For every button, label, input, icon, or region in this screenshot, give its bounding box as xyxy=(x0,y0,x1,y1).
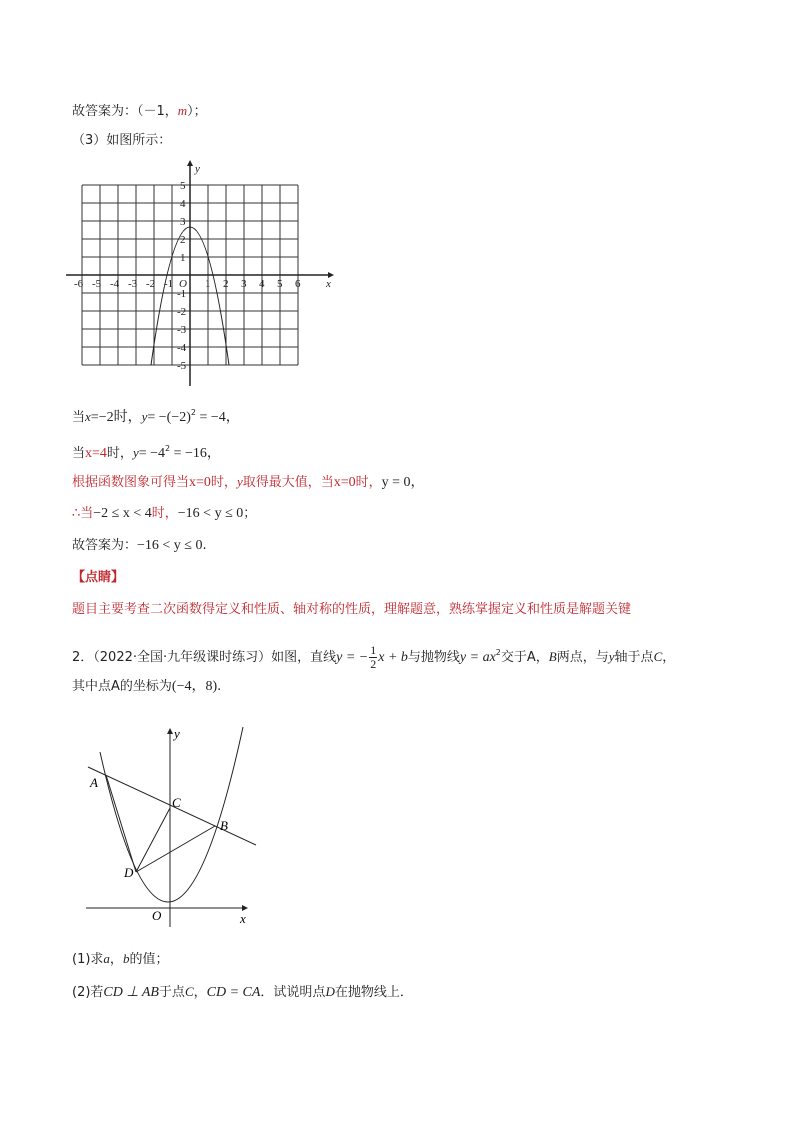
calc1-y: y xyxy=(141,409,148,424)
calc4-c: 时， xyxy=(151,506,178,521)
q2-c: 与抛物线 xyxy=(407,650,460,665)
calc3-d: 时， xyxy=(355,475,382,490)
q2-b: x + b xyxy=(378,650,408,665)
q2-j: C xyxy=(653,649,663,664)
q2-exp: 2 xyxy=(495,648,501,657)
answer-text: 故答案为：（－1， xyxy=(72,104,178,119)
y-tick-label: 5 xyxy=(180,180,186,192)
answer-m: m xyxy=(177,103,188,118)
label-D: D xyxy=(124,865,134,880)
calc4-b: −2 ≤ x < 4 xyxy=(93,506,152,521)
x-axis-label: x xyxy=(326,278,331,290)
x-tick-label: -2 xyxy=(146,278,156,290)
calc4-d: −16 < y ≤ 0 xyxy=(177,506,244,521)
q2-h: y xyxy=(608,649,615,664)
calc-line-3 xyxy=(72,473,425,492)
calc2-pre: 当 xyxy=(72,446,86,461)
parabola-graph-1 xyxy=(66,160,346,390)
sub1-d: b xyxy=(122,951,130,966)
calc1-rhs: = −(−2) xyxy=(147,410,191,425)
calc3-c: 取得最大值，当 xyxy=(242,475,334,490)
x-tick-label: 4 xyxy=(259,278,265,290)
y-axis-label: y xyxy=(195,163,200,175)
label-B: B xyxy=(220,818,228,833)
answer-line-2 xyxy=(72,537,207,555)
y-tick-label: -3 xyxy=(177,324,187,336)
dianjing-title-text: 【点睛】 xyxy=(72,570,125,585)
y-tick-label: -1 xyxy=(177,288,187,300)
label-O: O xyxy=(152,908,162,923)
calc3-x1: x=0 xyxy=(189,475,211,490)
part3-heading xyxy=(72,132,171,150)
label-A: A xyxy=(90,775,98,790)
calc4-e: ； xyxy=(243,506,257,521)
x-tick-label: -3 xyxy=(128,278,138,290)
sub2-i: 在抛物线上． xyxy=(334,985,413,1000)
q2-i: 轴于点 xyxy=(614,650,654,665)
dianjing-title xyxy=(72,569,124,587)
geometry-figure-2 xyxy=(80,722,270,934)
sub2-f: CD = CA xyxy=(206,985,261,1000)
calc3-a: 根据函数图象可得当 xyxy=(72,475,190,490)
calc3-x2: x=0 xyxy=(333,475,356,490)
answer2-b: −16 < y ≤ 0 xyxy=(137,538,203,553)
q2-f: B xyxy=(548,649,557,664)
q2-g: 两点，与 xyxy=(556,650,609,665)
sub-question-1 xyxy=(72,950,168,969)
calc3-b: 时， xyxy=(210,475,237,490)
y-tick-label: 1 xyxy=(180,252,186,264)
y-axis-arrow xyxy=(187,160,193,166)
sub1-c: ， xyxy=(109,952,123,967)
origin-label: O xyxy=(179,278,187,290)
q2-d: y = ax xyxy=(459,650,496,665)
sub2-a: (2)若 xyxy=(72,985,104,1000)
calc4-a: ∴当 xyxy=(72,506,94,521)
sub2-h: D xyxy=(325,984,335,999)
y-tick-label: 2 xyxy=(180,234,186,246)
calc-line-1 xyxy=(72,404,240,427)
y-tick-label: 3 xyxy=(180,216,186,228)
calc-line-4 xyxy=(72,505,256,523)
calc1-x: x xyxy=(85,409,91,424)
sub1-a: (1)求 xyxy=(72,952,104,967)
x-tick-label: 2 xyxy=(223,278,229,290)
sub1-e: 的值； xyxy=(129,952,169,967)
calc3-e: y = 0， xyxy=(381,475,425,490)
parabola xyxy=(100,727,243,902)
sub2-e: ， xyxy=(193,985,207,1000)
answer-line xyxy=(72,102,207,121)
y-tick-label: -4 xyxy=(177,342,187,354)
sub2-d: C xyxy=(184,984,194,999)
answer-end: ）； xyxy=(187,104,207,119)
sub1-b: a xyxy=(103,951,110,966)
segment-AD xyxy=(106,775,136,872)
q2-den: 2 xyxy=(370,657,377,671)
calc3-y1: y xyxy=(236,474,243,489)
sub2-g: ．试说明点 xyxy=(260,985,326,1000)
q2-line2c: . xyxy=(217,679,222,694)
q2-y1: y = − xyxy=(336,650,369,665)
y-axis-arrow xyxy=(167,728,173,734)
calc2-exp: 2 xyxy=(165,444,171,453)
x-tick-label: 6 xyxy=(295,278,301,290)
label-x: x xyxy=(240,911,246,926)
dianjing-body: 题目主要考查二次函数得定义和性质、轴对称的性质，理解题意，熟练掌握定义和性质是解题关键 xyxy=(72,602,632,617)
calc2-mid: 时， xyxy=(106,446,133,461)
q2-num: 1 xyxy=(370,643,377,657)
calc2-rhs: = −4 xyxy=(138,446,166,461)
x-tick-label: -6 xyxy=(74,278,84,290)
calc-line-2 xyxy=(72,440,221,463)
answer2-c: . xyxy=(202,538,207,553)
answer2-a: 故答案为： xyxy=(72,538,138,553)
x-tick-label: 5 xyxy=(277,278,283,290)
axes xyxy=(66,160,334,386)
question-2-line-1 xyxy=(72,636,675,670)
tick-labels xyxy=(74,163,331,372)
x-tick-label: -4 xyxy=(110,278,120,290)
calc1-eq: =−2时， xyxy=(90,410,142,425)
sub-question-2 xyxy=(72,983,413,1002)
label-C: C xyxy=(172,795,181,810)
calc1-exp: 2 xyxy=(190,408,196,417)
calc2-end: = −16， xyxy=(170,446,221,461)
y-tick-label: -5 xyxy=(177,360,187,372)
q2-e: 交于A， xyxy=(500,650,549,665)
sub2-c: 于点 xyxy=(158,985,185,1000)
y-tick-label: -2 xyxy=(177,306,187,318)
q2-fraction xyxy=(369,644,377,671)
part3-text: （3）如图所示： xyxy=(72,133,172,148)
label-y: y xyxy=(174,726,180,741)
calc2-cond: x=4 xyxy=(85,446,107,461)
y-tick-label: 4 xyxy=(180,198,186,210)
q2-k: ， xyxy=(662,650,676,665)
dianjing-text xyxy=(72,601,631,619)
q2-line2b: (−4，8) xyxy=(171,679,218,694)
calc1-pre: 当 xyxy=(72,410,86,425)
calc2-y: y xyxy=(132,445,139,460)
x-tick-label: 3 xyxy=(241,278,247,290)
x-tick-label: 1 xyxy=(205,278,211,290)
q2-a: 2．（2022·全国·九年级课时练习）如图，直线 xyxy=(72,650,337,665)
x-tick-label: -1 xyxy=(164,278,174,290)
calc1-end: = −4， xyxy=(195,410,240,425)
x-tick-label: -5 xyxy=(92,278,102,290)
question-2-line-2 xyxy=(72,678,221,696)
sub2-b: CD ⊥ AB xyxy=(103,985,159,1000)
q2-line2a: 其中点A的坐标为 xyxy=(72,679,172,694)
